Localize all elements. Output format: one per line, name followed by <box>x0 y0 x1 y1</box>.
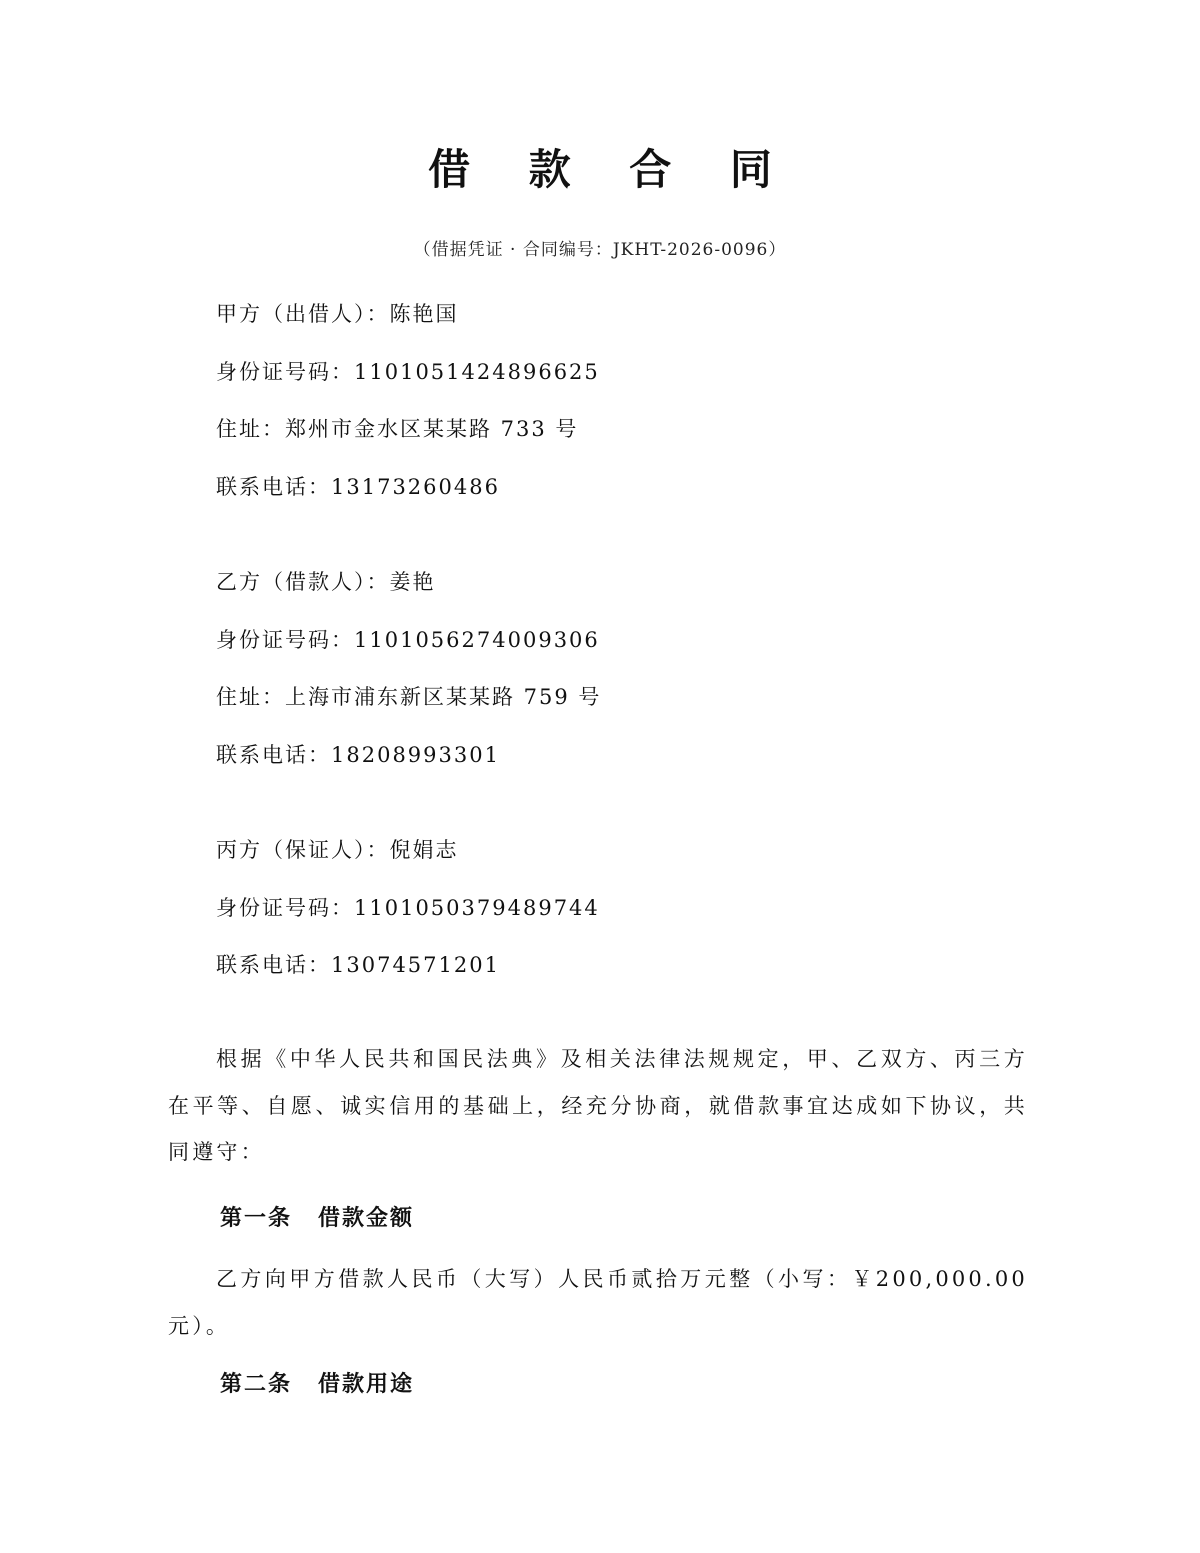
article-2-heading <box>220 1368 414 1400</box>
article-1-heading <box>220 1202 414 1234</box>
preamble-paragraph: 根据《中华人民共和国民法典》及相关法律法规规定，甲、乙双方、丙三方在平等、自愿、诚实信用的基础上，经充分协商，就借款事宜达成如下协议，共同遵守： <box>168 1047 1028 1164</box>
party-a-name: 甲方（出借人）：陈艳国 <box>216 302 459 326</box>
party-b-phone: 联系电话：18208993301 <box>216 743 500 767</box>
document-subtitle: （借据凭证 · 合同编号：JKHT-2026-0096） <box>413 240 787 260</box>
party-a-address: 住址：郑州市金水区某某路 733 号 <box>216 417 579 441</box>
document-title: 借 款 合 同 <box>428 145 794 194</box>
party-c-name: 丙方（保证人）：倪娟志 <box>216 838 459 862</box>
party-b-id: 身份证号码：1101056274009306 <box>216 628 600 652</box>
article-1-title: 借款金额 <box>318 1205 415 1231</box>
party-c-id: 身份证号码：1101050379489744 <box>216 896 600 920</box>
party-a-id: 身份证号码：1101051424896625 <box>216 360 600 384</box>
article-1-number: 第一条 <box>220 1205 293 1231</box>
party-a-phone: 联系电话：13173260486 <box>216 475 500 499</box>
party-b-address: 住址：上海市浦东新区某某路 759 号 <box>216 685 602 709</box>
party-c-phone: 联系电话：13074571201 <box>216 953 500 977</box>
article-2-number: 第二条 <box>220 1371 293 1397</box>
article-2-title: 借款用途 <box>318 1371 415 1397</box>
article-1-body: 乙方向甲方借款人民币（大写）人民币贰拾万元整（小写：￥200,000.00元）。 <box>168 1267 1028 1338</box>
party-b-name: 乙方（借款人）：姜艳 <box>216 570 436 594</box>
